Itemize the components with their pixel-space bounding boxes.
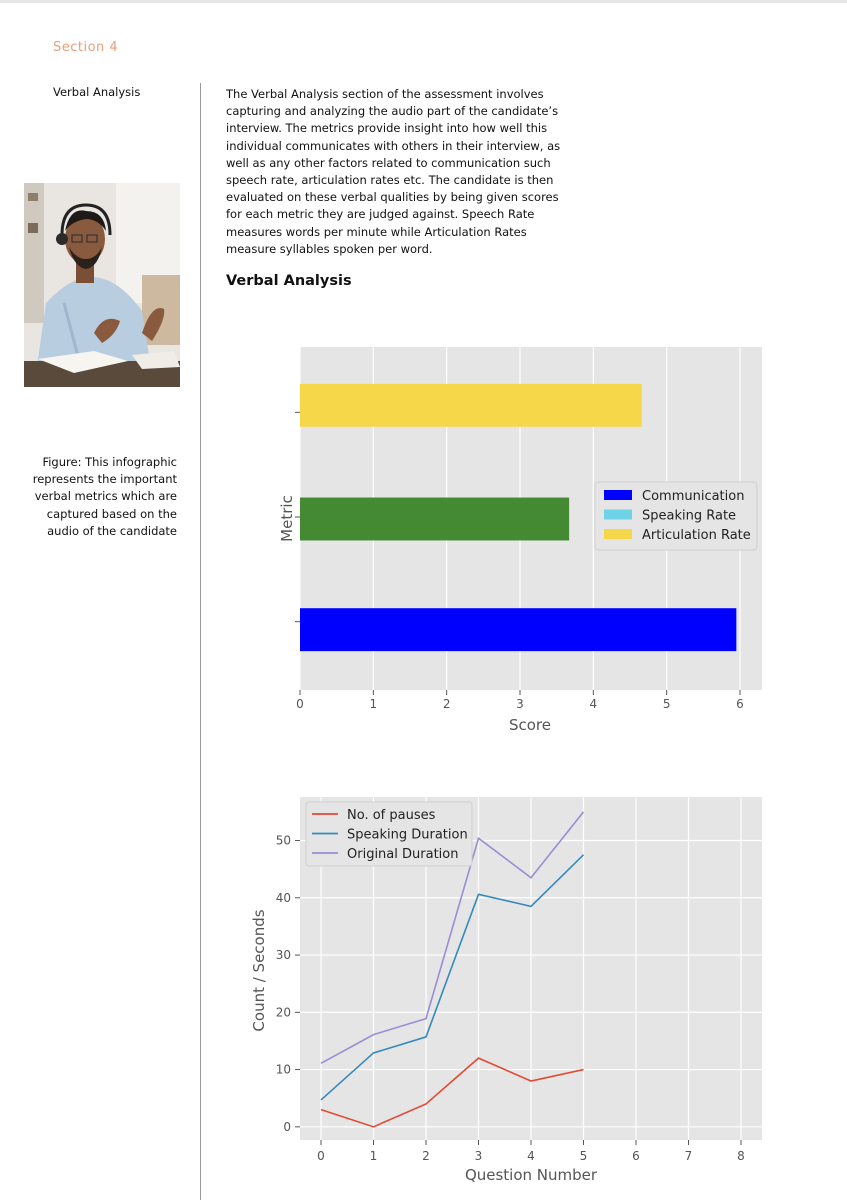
bar-x-tick-label: 4 (589, 697, 598, 711)
line-x-axis-label: Question Number (464, 1166, 598, 1184)
line-y-tick-label: 40 (275, 890, 291, 905)
line-y-tick-label: 0 (283, 1119, 291, 1134)
line-x-tick-label: 0 (317, 1149, 325, 1163)
line-x-tick-label: 3 (474, 1149, 483, 1163)
bar-x-tick-label: 1 (369, 697, 378, 711)
side-title: Verbal Analysis (53, 85, 141, 99)
line-x-tick-label: 5 (579, 1149, 588, 1163)
bar-x-tick-label: 3 (516, 697, 524, 711)
bar-x-tick-label: 0 (296, 697, 304, 711)
line-x-tick-label: 6 (632, 1149, 640, 1163)
bar-legend-label: Communication (642, 489, 745, 504)
bar-x-tick-label: 5 (662, 697, 671, 711)
bar-x-axis-label: Score (508, 716, 552, 734)
bar-legend-label: Articulation Rate (642, 528, 751, 543)
section-label: Section 4 (53, 40, 119, 55)
section-heading: Verbal Analysis (226, 273, 352, 289)
bar-x-tick-label: 6 (736, 697, 744, 711)
line-x-tick-label: 7 (684, 1149, 693, 1163)
line-y-tick-label: 10 (275, 1062, 291, 1077)
line-legend-label: No. of pauses (347, 808, 436, 823)
line-x-tick-label: 8 (737, 1149, 745, 1163)
bar-x-tick-label: 2 (442, 697, 451, 711)
line-x-tick-label: 2 (422, 1149, 430, 1163)
intro-paragraph: The Verbal Analysis section of the assessment involves capturing and analyzing the audio part of the candidate’s interview. The metrics provide insight into how well this individual communicates with others in their interview, as well as any other factors related to communication such speech rate, articulation rates etc. The candidate is then evaluated on these verbal qualities by being given scores for each metric they are judged against. Speech Rate measures words per minute while Articulation Rates measure syllables spoken per word. (226, 87, 561, 256)
line-y-tick-label: 50 (275, 833, 291, 848)
figure-caption: Figure: This infographic represents the important verbal metrics which are captured based on the audio of the candidate (32, 455, 177, 538)
bar-y-axis-label: Metric (278, 495, 296, 542)
bar-legend-label: Speaking Rate (642, 508, 737, 524)
line-y-axis-label: Count / Seconds (250, 909, 268, 1032)
line-legend-label: Original Duration (347, 847, 459, 862)
line-legend (306, 802, 472, 866)
line-legend-label: Speaking Duration (347, 827, 468, 843)
line-y-tick-label: 20 (275, 1005, 291, 1020)
line-x-tick-label: 1 (369, 1149, 378, 1163)
line-y-tick-label: 30 (275, 948, 291, 963)
line-x-tick-label: 4 (527, 1149, 535, 1163)
